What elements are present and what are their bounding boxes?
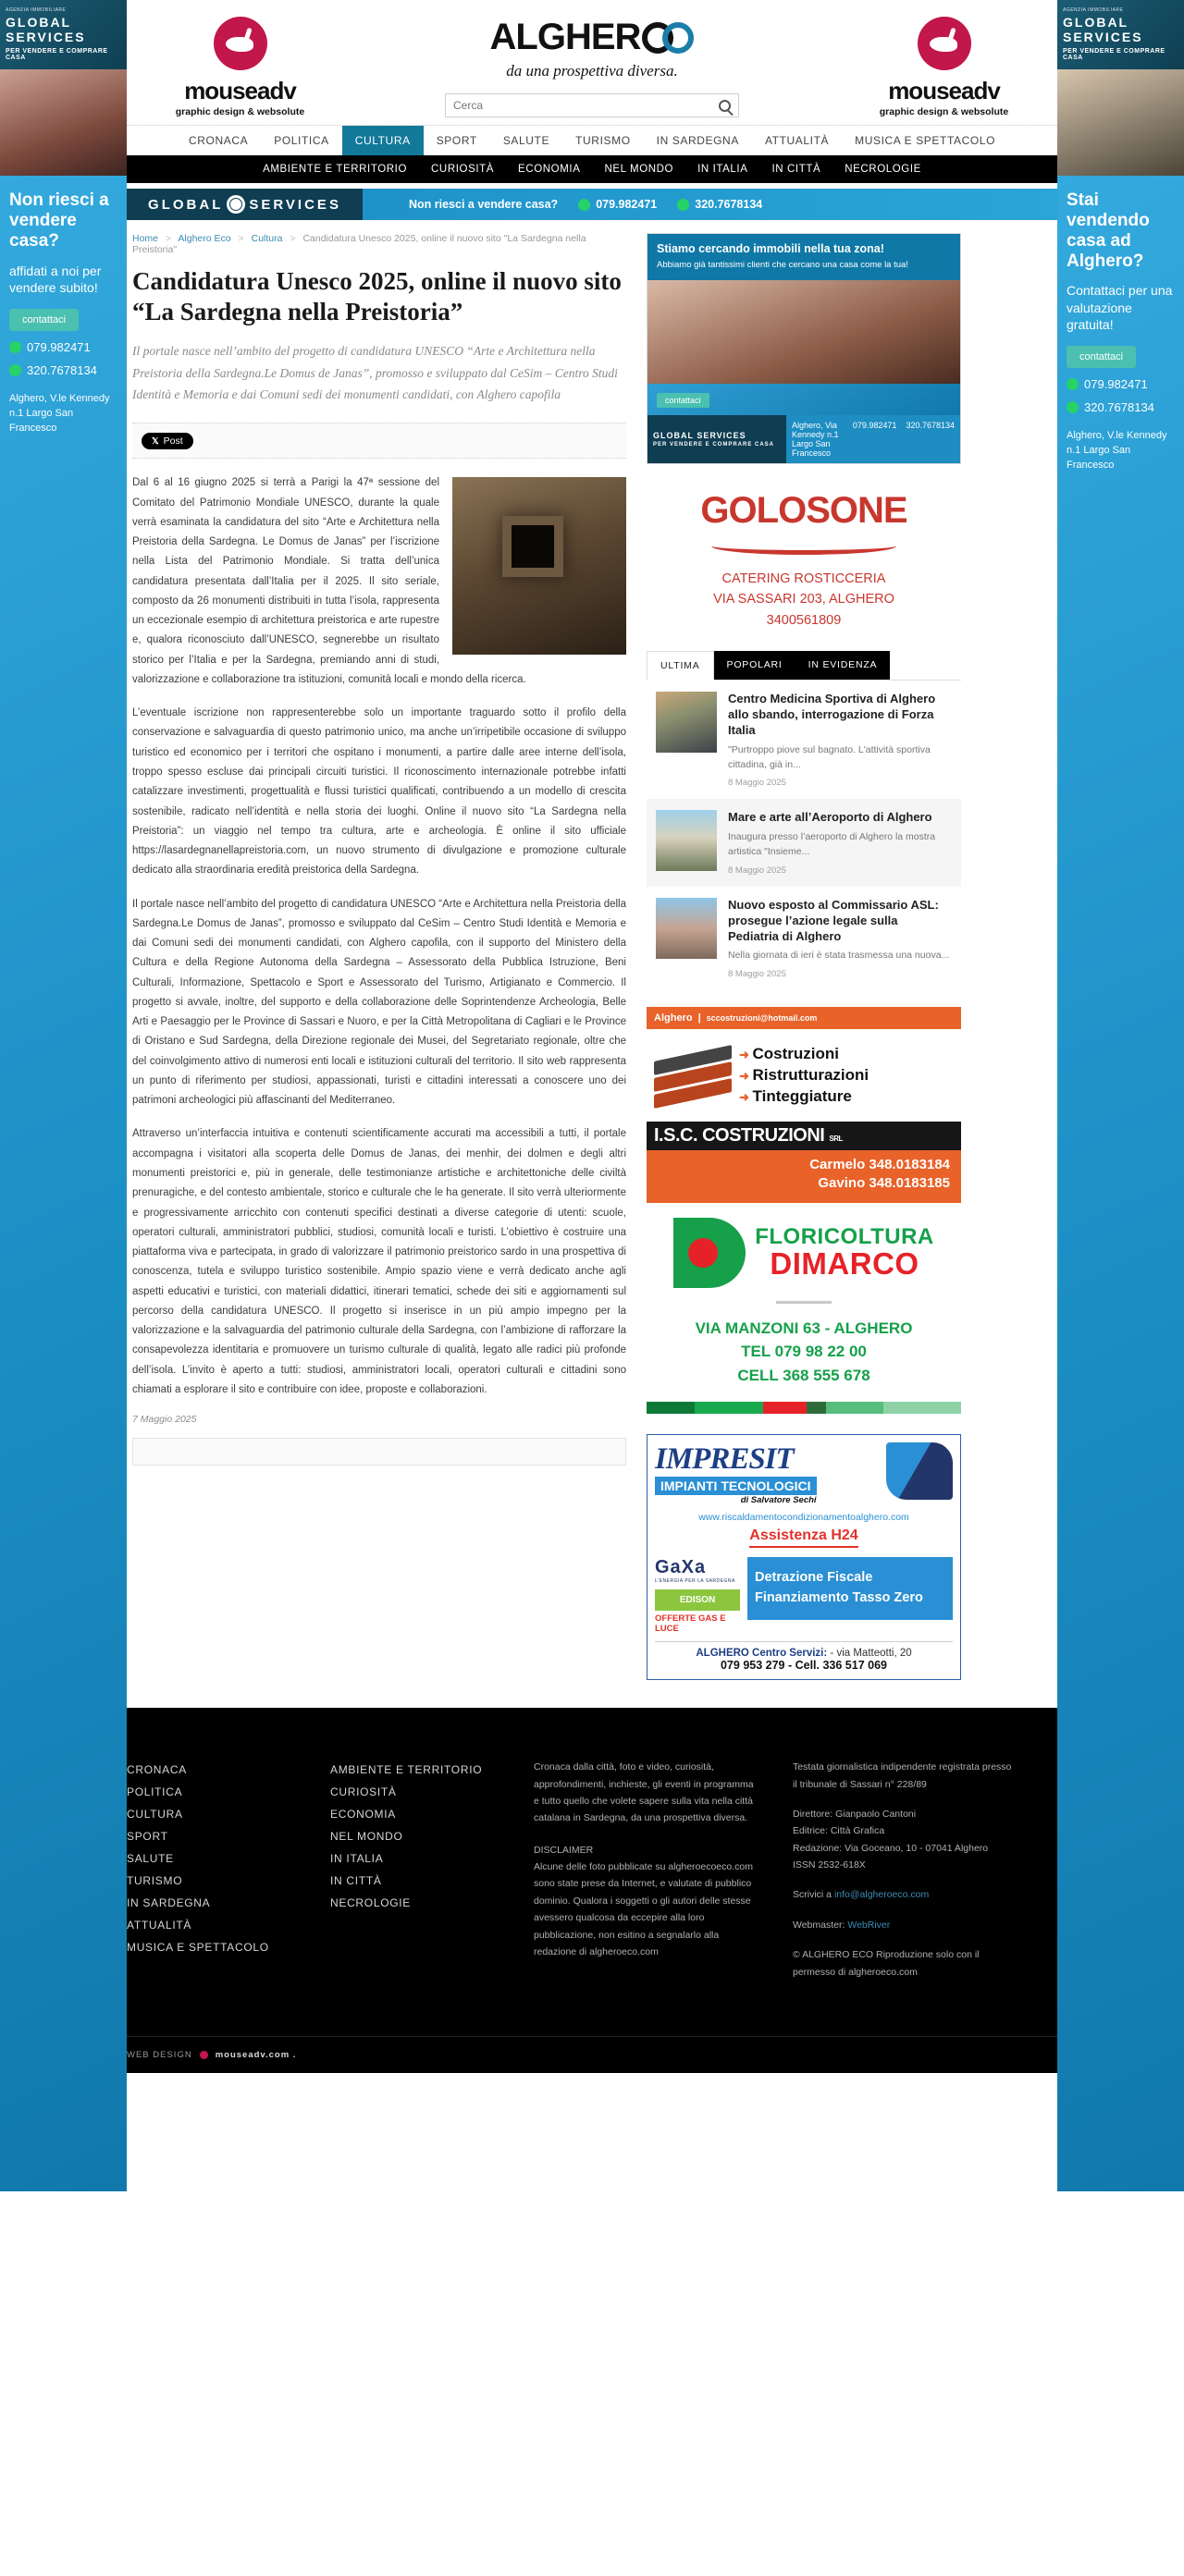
right-ad-brand: GLOBAL SERVICES [1063, 15, 1143, 44]
impresit-owner: di Salvatore Sechi [740, 1495, 817, 1506]
news-thumbnail [656, 692, 717, 753]
footer-link-ambiente-e-territorio[interactable]: AMBIENTE E TERRITORIO [330, 1763, 483, 1777]
golosone-line1: CATERING ROSTICCERIA [722, 570, 886, 586]
article-paragraph-3: Il portale nasce nell’ambito del progetto di candidatura UNESCO “Arte e Architettura nella Preistoria della Sardegna.Le Domus de Janas”, promosso e sviluppato dal CeSim – Centro Studi Identità e Memoria e dai Comuni sedi dei monumenti candidati, con Alghero capofila, con il supporto del Ministero della Cultura e della Regione Autonoma della Sardegna – Assessorato della Pubblica Istruzione, Beni Culturali, Informazione, Spettacolo e Sport e Assessorato del Turismo, Artigianato e Commercio. Il progetto si avvale, inoltre, del supporto e della collaborazione delle Soprintendenze Archeologia, Belle Arti e Paesaggio per le Province di Sassari e Nuoro, e per la Città Metropolitana di Cagliari e le Province di Oristano e Sud Sardegna, della Direzione regionale dei Musei, del Segretariato regionale, oltre che del coinvolgimento attivo di numerosi enti locali e istituzioni culturali del territorio. Il sito web rappresenta un punto di riferimento per studiosi, appassionati, turisti e cittadini interessati a conoscere uno dei patrimoni archeologici più affascinanti del Mediterraneo. [132, 898, 626, 1107]
floricoltura-line1: FLORICOLTURA [755, 1223, 934, 1249]
article-paragraph-1: Dal 6 al 16 giugno 2025 si terrà a Parigi la 47ª sessione del Comitato del Patrimonio Mondiale UNESCO, durante la quale verrà esaminata la candidatura del sito “Arte e Architettura nella Preistoria della Sardegna. Le Domus de Janas” per l’iscrizione nella Lista del Patrimonio Mondiale. Si tratta dell’unica candidatura presentata dall’Italia per il 2025. Il sito seriale, composto da 26 monumenti distribuiti in tutta l’isola, rappresenta un eccezionale esempio di architettura preistorica e arte rupestre e, qualora riconosciuto dall’UNESCO, segnerebbe un risultato storico per l’Italia e per la Sardegna, premiando anni di studi, valorizzazione e collaborazione tra istituzioni, comunità locali e mondo della ricerca. [132, 477, 526, 685]
footer-link-attualita[interactable]: ATTUALITÀ [127, 1919, 192, 1932]
left-ad-photo [0, 69, 127, 176]
article-date: 7 Maggio 2025 [132, 1414, 197, 1426]
isc-contact-2[interactable]: Gavino 348.0183185 [818, 1175, 950, 1192]
gaxa-logo: GaXa [655, 1557, 707, 1578]
isc-ad-company [647, 1122, 961, 1150]
search-box[interactable] [445, 93, 739, 117]
left-ad-phone-2[interactable] [9, 363, 117, 377]
article-paragraph-4: Attraverso un’interfaccia intuitiva e contenuti scientificamente accurati ma accessibili a tutti, il portale accompagna i visitatori alla scoperta delle Domus de Janas, dei menhir, dei dolmen e degli altri monumenti preistorici e, più in generale, delle testimonianze artistiche e architettoniche delle civiltà prenuragiche, e del contesto ambientale, storico e culturale che le ha generate. Il sito verrà ulteriormente e progressivamente arricchito con contenuti specifici destinati a diverse categorie di utenti: scuole, operatori culturali, amministratori pubblici, studiosi, comunità locali e turisti. L’obiettivo è costruire una piattaforma viva e partecipata, in grado di valorizzare il patrimonio preistorico sardo in una prospettiva di conoscenza, tutela e sviluppo turistico sostenibile. Ampio spazio viene e verrà dedicato anche agli aspetti educativi e turistici, con materiali didattici, itinerari tematici, schede dei siti e aggiornamenti sul percorso della candidatura UNESCO. Il progetto si inserisce in un più ampio impegno per la valorizzazione e la salvaguardia del patrimonio culturale della Sardegna, con l’ambizione di rafforzare la consapevolezza identitaria e promuovere un turismo culturale di qualità, legato alle radici più profonde dell’isola. L’invito è aperto a tutti: studiosi, amministratori locali, operatori culturali e cittadini sono chiamati a esplorare il sito e contribuire con idee, proposte e collaborazioni. [132, 1128, 626, 1395]
impresit-promo-1: Detrazione Fiscale [755, 1570, 873, 1586]
sidebar [647, 233, 961, 1680]
article-paragraph-2: L’eventuale iscrizione non rappresenterebbe solo un importante traguardo sotto il profilo della conservazione e salvaguardia di questo patrimonio unico, ma anche un’irripetibile occasione di sviluppo turistico ed economico per i territori che ospitano i monumenti, a partire dalle aree interne dell’isola, troppo spesso escluse dai principali circuiti turistici. Il riconoscimento internazionale potrebbe infatti catalizzare investimenti, progettualità e flussi turistici qualificati, contribuendo a un modello di crescita sostenibile, radicato nell’identità e nella storia dei luoghi. Online il nuovo sito “La Sardegna nella Preistoria”: un viaggio nel tempo tra cultura, arte e archeologia. È online il sito ufficiale https://lasardegnanellapreistoria.com, un nuovo strumento di divulgazione e promozione culturale dedicato alla straordinaria eredità preistorica della Sardegna. [132, 707, 626, 877]
floricoltura-cell[interactable]: CELL 368 555 678 [737, 1366, 870, 1384]
isc-service-2: ➜ Ristrutturazioni [739, 1065, 869, 1086]
impresit-assistance: Assistenza H24 [749, 1527, 857, 1548]
share-label: Post [163, 435, 183, 448]
webdesign-label: WEB DESIGN [127, 2049, 192, 2060]
news-tabs[interactable] [647, 651, 961, 681]
isc-ad-divider: | [697, 1012, 701, 1024]
nav-item-turismo[interactable]: TURISMO [575, 134, 631, 147]
footer-email-link[interactable]: info@algheroeco.com [833, 1889, 930, 1901]
search-icon[interactable] [719, 100, 731, 112]
breadcrumb-current: Candidatura Unesco 2025, online il nuovo sito "La Sardegna nella Preistoria" [132, 233, 586, 255]
list-item[interactable] [647, 799, 961, 886]
right-ad-headline: Stai vendendo casa ad Alghero? [1067, 190, 1150, 271]
footer-info-col [793, 1759, 1015, 1981]
footer-link-cronaca[interactable]: CRONACA [127, 1763, 187, 1777]
news-date: 8 Maggio 2025 [728, 865, 786, 876]
news-list [647, 681, 961, 990]
footer-link-cultura[interactable]: CULTURA [127, 1808, 183, 1822]
article-end-box [132, 1438, 626, 1466]
news-thumbnail [656, 810, 717, 871]
realestate-ad-line2: Abbiamo già tantissimi clienti che cercano una casa come la tua! [657, 260, 908, 270]
realestate-ad-brand-name: GLOBAL SERVICES [653, 430, 746, 440]
footer-link-in-sardegna[interactable]: IN SARDEGNA [127, 1896, 211, 1910]
search-input[interactable] [453, 99, 719, 112]
tab-in-evidenza[interactable]: IN EVIDENZA [796, 651, 891, 680]
news-text [728, 692, 952, 788]
nav-item-in-sardegna[interactable]: IN SARDEGNA [656, 134, 739, 147]
news-title[interactable]: Mare e arte all’Aeroporto di Alghero [728, 810, 932, 825]
twitter-post-button[interactable] [142, 433, 193, 449]
gs-banner-claim: Non riesci a vendere casa? [409, 198, 559, 211]
isc-ad-topbar [647, 1007, 961, 1029]
impresit-promo-2: Finanziamento Tasso Zero [755, 1589, 923, 1605]
site-tagline: da una prospettiva diversa. [506, 62, 678, 80]
mouseadv-dot-icon [200, 2051, 208, 2059]
breadcrumb-cultura[interactable]: Cultura [251, 233, 283, 244]
floricoltura-contacts [647, 1317, 961, 1388]
footer-webmaster-label: Webmaster: [793, 1919, 845, 1931]
tab-ultima[interactable]: ULTIMA [647, 651, 714, 681]
footer-link-necrologie[interactable]: NECROLOGIE [330, 1896, 412, 1910]
isc-service-1: ➜ Costruzioni [739, 1044, 869, 1065]
isc-ad-main [647, 1029, 961, 1122]
footer-address: Redazione: Via Goceano, 10 - 07041 Alghero [793, 1842, 989, 1854]
footer-link-salute[interactable]: SALUTE [127, 1852, 174, 1866]
content-area [127, 220, 1057, 1708]
isc-contact-1[interactable]: Carmelo 348.0183184 [809, 1157, 950, 1173]
footer-nav-col-2[interactable] [330, 1759, 497, 1981]
news-date: 8 Maggio 2025 [728, 778, 786, 789]
news-text [728, 898, 952, 979]
footer-publisher: Editrice: Città Grafica [793, 1825, 885, 1837]
x-icon: 𝕏 [152, 435, 159, 447]
mouseadv-name: mouseadv [888, 77, 1000, 104]
footer-columns [127, 1759, 1057, 2036]
golosone-details [647, 569, 961, 631]
right-ad-body [1057, 176, 1184, 2191]
right-side-ad[interactable] [1057, 0, 1184, 2191]
footer-link-musica-e-spettacolo[interactable]: MUSICA E SPETTACOLO [127, 1941, 269, 1955]
realestate-ad-footer [648, 415, 960, 463]
left-ad-phone1-text: 079.982471 [27, 339, 91, 354]
realestate-ad-address: Alghero, Via Kennedy n.1 Largo San Francesco [792, 420, 839, 458]
footer-copyright: © ALGHERO ECO Riproduzione solo con il permesso di algheroeco.com [793, 1949, 980, 1978]
breadcrumb-alghero-eco[interactable]: Alghero Eco [178, 233, 231, 244]
news-excerpt: Inaugura presso l’aeroporto di Alghero la mostra artistica "Insieme... [728, 831, 936, 858]
impresit-wave-icon [886, 1442, 953, 1500]
globe-icon [227, 195, 245, 214]
impresit-name: IMPRESIT [655, 1442, 794, 1477]
isc-ad-city: Alghero [654, 1012, 693, 1024]
golosone-name: GOLOSONE [700, 489, 907, 531]
footer-issn: ISSN 2532-618X [793, 1859, 866, 1871]
realestate-ad-line1: Stiamo cercando immobili nella tua zona! [657, 242, 884, 255]
footer-link-nel-mondo[interactable]: NEL MONDO [330, 1830, 403, 1844]
nav-item-nel-mondo[interactable]: NEL MONDO [604, 164, 674, 175]
nav-item-sport[interactable]: SPORT [436, 134, 477, 147]
floricoltura-address: VIA MANZONI 63 - ALGHERO [695, 1319, 913, 1337]
mouseadv-logo-left[interactable] [154, 17, 326, 117]
news-excerpt: Nella giornata di ieri è stata trasmessa una nuova... [728, 950, 950, 962]
gs-banner-brand [127, 189, 363, 220]
right-ad-phone1-text: 079.982471 [1084, 376, 1148, 391]
footer-link-economia[interactable]: ECONOMIA [330, 1808, 396, 1822]
brand-text: ALGHER [489, 17, 641, 57]
impresit-ad[interactable] [647, 1434, 961, 1680]
footer-link-curiosita[interactable]: CURIOSITÀ [330, 1785, 397, 1799]
whatsapp-icon [9, 364, 21, 376]
isc-ad-services [739, 1044, 869, 1108]
page-title: Candidatura Unesco 2025, online il nuovo sito “La Sardegna nella Preistoria” [132, 267, 622, 325]
golosone-swoosh-icon [647, 532, 961, 556]
whatsapp-icon [1067, 401, 1079, 413]
mouseadv-footer-link[interactable]: mouseadv.com . [215, 2049, 297, 2060]
nav-item-economia[interactable]: ECONOMIA [518, 164, 581, 175]
realestate-ad-contacts [786, 415, 960, 463]
floricoltura-line2: DIMARCO [770, 1245, 919, 1281]
isc-service-3: ➜ Tinteggiature [739, 1086, 869, 1108]
nav-item-cronaca[interactable]: CRONACA [189, 134, 249, 147]
footer-link-politica[interactable]: POLITICA [127, 1785, 183, 1799]
breadcrumb-sep: > [290, 233, 296, 244]
news-text [728, 810, 952, 875]
footer-link-in-citta[interactable]: IN CITTÀ [330, 1874, 382, 1888]
right-ad-phone-2[interactable] [1067, 400, 1175, 414]
site-header [127, 0, 1057, 125]
article-body [132, 473, 626, 1400]
footer-about-text: Cronaca dalla città, foto e video, curiosità, approfondimenti, inchieste, gli eventi in programma e tutto quello che volete sapere sulla vita nella città catalana in Sardegna, da una prospettiva diversa. [534, 1761, 754, 1824]
realestate-ad-cta-area [648, 384, 960, 415]
breadcrumb[interactable] [132, 233, 626, 255]
building-stack-icon [654, 1038, 732, 1112]
gs-banner-claim-area [363, 189, 1057, 220]
realestate-ad-phone2[interactable]: 320.7678134 [906, 420, 955, 430]
whatsapp-icon [578, 199, 590, 211]
breadcrumb-sep: > [165, 233, 172, 244]
footer-link-sport[interactable]: SPORT [127, 1830, 168, 1844]
nav-item-musica-e-spettacolo[interactable]: MUSICA E SPETTACOLO [855, 134, 995, 147]
realestate-ad-phone1[interactable]: 079.982471 [852, 420, 897, 430]
realestate-ad-brand [648, 425, 786, 453]
gs-banner-phone-1[interactable] [578, 198, 657, 211]
footer-webmaster-link[interactable]: WebRiver [847, 1919, 891, 1931]
secondary-navigation[interactable] [127, 155, 1057, 183]
footer-director: Direttore: Gianpaolo Cantoni [793, 1808, 917, 1820]
share-bar [132, 423, 626, 460]
footer-registration: Testata giornalistica indipendente registrata presso il tribunale di Sassari n° 228/89 [793, 1761, 1012, 1790]
whatsapp-icon [677, 199, 689, 211]
right-ad-lead: Contattaci per una valutazione gratuita! [1067, 283, 1173, 332]
isc-company-suffix: SRL [829, 1135, 843, 1144]
impresit-url[interactable]: www.riscaldamentocondizionamentoalghero.com [698, 1512, 909, 1524]
realestate-ad-brand-sub: PER VENDERE E COMPRARE CASA [653, 441, 775, 448]
left-side-ad[interactable] [0, 0, 127, 2191]
list-item[interactable] [647, 887, 961, 990]
mouseadv-name: mouseadv [184, 77, 296, 104]
left-ad-headline: Non riesci a vendere casa? [9, 190, 109, 251]
mouseadv-mark-icon [214, 17, 267, 70]
list-item[interactable] [647, 681, 961, 799]
isc-ad-email: sccostruzioni@hotmail.com [706, 1013, 818, 1024]
news-title[interactable]: Nuovo esposto al Commissario ASL: prosegue l’azione legale sulla Pediatria di Alghero [728, 897, 939, 943]
impresit-footer [655, 1641, 953, 1672]
golosone-ad[interactable] [647, 464, 961, 651]
domus-de-janas-opening [512, 525, 554, 568]
news-thumbnail [656, 898, 717, 959]
gs-banner-phone1-text: 079.982471 [596, 198, 658, 211]
site-footer [0, 1708, 1184, 2073]
tab-popolari[interactable]: POPOLARI [714, 651, 796, 680]
left-ad-mini: AGENZIA IMMOBILIARE [6, 7, 67, 13]
nav-item-ambiente-e-territorio[interactable]: AMBIENTE E TERRITORIO [263, 164, 408, 175]
footer-nav-col-1[interactable] [127, 1759, 293, 1981]
footer-link-in-italia[interactable]: IN ITALIA [330, 1852, 384, 1866]
impresit-footer-2[interactable]: 079 953 279 - Cell. 336 517 069 [720, 1659, 887, 1673]
left-ad-phone2-text: 320.7678134 [27, 362, 97, 377]
impresit-offers: OFFERTE GAS E LUCE [655, 1613, 726, 1635]
gs-banner-phone2-text: 320.7678134 [695, 198, 763, 211]
footer-about-col [534, 1759, 756, 1981]
nav-item-curiosita[interactable]: CURIOSITÀ [431, 164, 495, 175]
left-ad-cta[interactable]: contattaci [9, 309, 79, 331]
footer-webmaster-line [793, 1917, 1015, 1933]
article-column [127, 233, 626, 1680]
breadcrumb-home[interactable]: Home [132, 233, 159, 244]
floricoltura-logo-row [647, 1218, 961, 1288]
breadcrumb-sep: > [238, 233, 244, 244]
nav-item-in-citta[interactable]: IN CITTÀ [771, 164, 821, 175]
gs-banner-right-text: SERVICES [249, 196, 341, 213]
site-brand[interactable] [326, 17, 858, 117]
isc-costruzioni-ad[interactable] [647, 1007, 961, 1203]
nav-item-politica[interactable]: POLITICA [274, 134, 329, 147]
divider [776, 1301, 832, 1304]
impresit-footer-label: ALGHERO Centro Servizi: [696, 1648, 828, 1660]
left-ad-lead: affidati a noi per vendere subito! [9, 263, 102, 295]
realestate-ad-header [648, 234, 960, 280]
right-ad-phone2-text: 320.7678134 [1084, 399, 1154, 414]
mouseadv-tagline: graphic design & websolute [175, 106, 305, 117]
golosone-line2: VIA SASSARI 203, ALGHERO [713, 592, 894, 607]
whatsapp-icon [9, 341, 21, 353]
news-title[interactable]: Centro Medicina Sportiva di Alghero allo sbando, interrogazione di Forza Italia [728, 692, 936, 737]
sidebar-realestate-ad[interactable] [647, 233, 961, 464]
main-container [127, 0, 1057, 1708]
realestate-ad-photo [648, 280, 960, 384]
left-ad-header [0, 0, 127, 69]
footer-disclaimer-text: Alcune delle foto pubblicate su algheroecoeco.com sono state prese da Internet, e valutate di pubblico dominio. Qualora i soggetti o gli autori delle stesse avessero qualcosa da eccepire alla loro pubblicazione, non esitino a segnalarlo alla redazione di algheroeco.com [534, 1861, 753, 1957]
floricoltura-tel[interactable]: TEL 079 98 22 00 [741, 1343, 867, 1361]
impresit-footer-1 [655, 1648, 953, 1659]
footer-link-turismo[interactable]: TURISMO [127, 1874, 183, 1888]
edison-logo: EDISON [655, 1589, 740, 1611]
mouseadv-mark-icon [918, 17, 971, 70]
nav-item-attualita[interactable]: ATTUALITÀ [764, 134, 830, 147]
global-services-banner[interactable] [127, 189, 1057, 220]
golosone-line3: 3400561809 [766, 612, 842, 628]
left-ad-phone-1[interactable] [9, 340, 117, 354]
mouseadv-tagline: graphic design & websolute [879, 106, 1009, 117]
color-stripe [647, 1402, 961, 1414]
nav-item-salute[interactable]: SALUTE [502, 134, 550, 147]
news-date: 8 Maggio 2025 [728, 969, 786, 980]
nav-item-cultura[interactable]: CULTURA [342, 126, 424, 155]
right-ad-address: Alghero, V.le Kennedy n.1 Largo San Francesco [1067, 429, 1167, 471]
right-ad-mini: AGENZIA IMMOBILIARE [1063, 7, 1124, 13]
impresit-promo [747, 1557, 953, 1620]
article-lead-image [452, 477, 626, 655]
article-lead-image-inner [452, 477, 626, 655]
floricoltura-names [755, 1224, 934, 1282]
isc-company-name: I.S.C. COSTRUZIONI [654, 1125, 825, 1147]
flower-icon [673, 1218, 746, 1288]
right-ad-brand-sub: PER VENDERE E COMPRARE CASA [1063, 48, 1166, 61]
footer-write-line [793, 1886, 1015, 1903]
left-ad-address: Alghero, V.le Kennedy n.1 Largo San Francesco [9, 392, 110, 434]
nav-item-in-italia[interactable]: IN ITALIA [697, 164, 748, 175]
right-ad-photo [1057, 69, 1184, 176]
realestate-ad-cta[interactable]: contattaci [657, 393, 709, 408]
article-standfirst: Il portale nasce nell’ambito del progetto di candidatura UNESCO “Arte e Architettura nella Preistoria della Sardegna.Le Domus de Janas”, promosso e sviluppato dal CeSim – Centro Studi Identità e Memoria e dai Comuni sedi dei monumenti candidati, con Alghero capofila [132, 343, 618, 402]
left-ad-brand-sub: PER VENDERE E COMPRARE CASA [6, 48, 108, 61]
right-ad-header [1057, 0, 1184, 69]
right-ad-phone-1[interactable] [1067, 377, 1175, 391]
footer-bottom-bar [0, 2036, 1184, 2073]
right-ad-cta[interactable]: contattaci [1067, 346, 1136, 368]
left-ad-brand: GLOBAL SERVICES [6, 15, 86, 44]
left-ad-body [0, 176, 127, 2191]
primary-navigation[interactable] [127, 125, 1057, 155]
floricoltura-dimarco-ad[interactable] [647, 1203, 961, 1415]
impresit-subtitle: IMPIANTI TECNOLOGICI [655, 1477, 817, 1495]
gs-banner-phone-2[interactable] [677, 198, 762, 211]
footer-disclaimer-title: DISCLAIMER [534, 1844, 594, 1856]
gaxa-tagline: L'ENERGIA PER LA SARDEGNA [655, 1578, 735, 1585]
footer-bottom-inner [127, 2050, 1057, 2060]
impresit-footer-addr: - via Matteotti, 20 [830, 1648, 912, 1660]
mouseadv-logo-right[interactable] [858, 17, 1030, 117]
site-logo [326, 17, 858, 58]
news-excerpt: "Purtroppo piove sul bagnato. L'attività sportiva cittadina, già in... [728, 743, 931, 770]
nav-item-necrologie[interactable]: NECROLOGIE [845, 164, 921, 175]
gs-banner-left-text: GLOBAL [148, 196, 224, 213]
isc-ad-contacts [647, 1150, 961, 1203]
ring-icon-teal [662, 22, 694, 54]
footer-write-label: Scrivici a [793, 1889, 832, 1901]
whatsapp-icon [1067, 378, 1079, 390]
